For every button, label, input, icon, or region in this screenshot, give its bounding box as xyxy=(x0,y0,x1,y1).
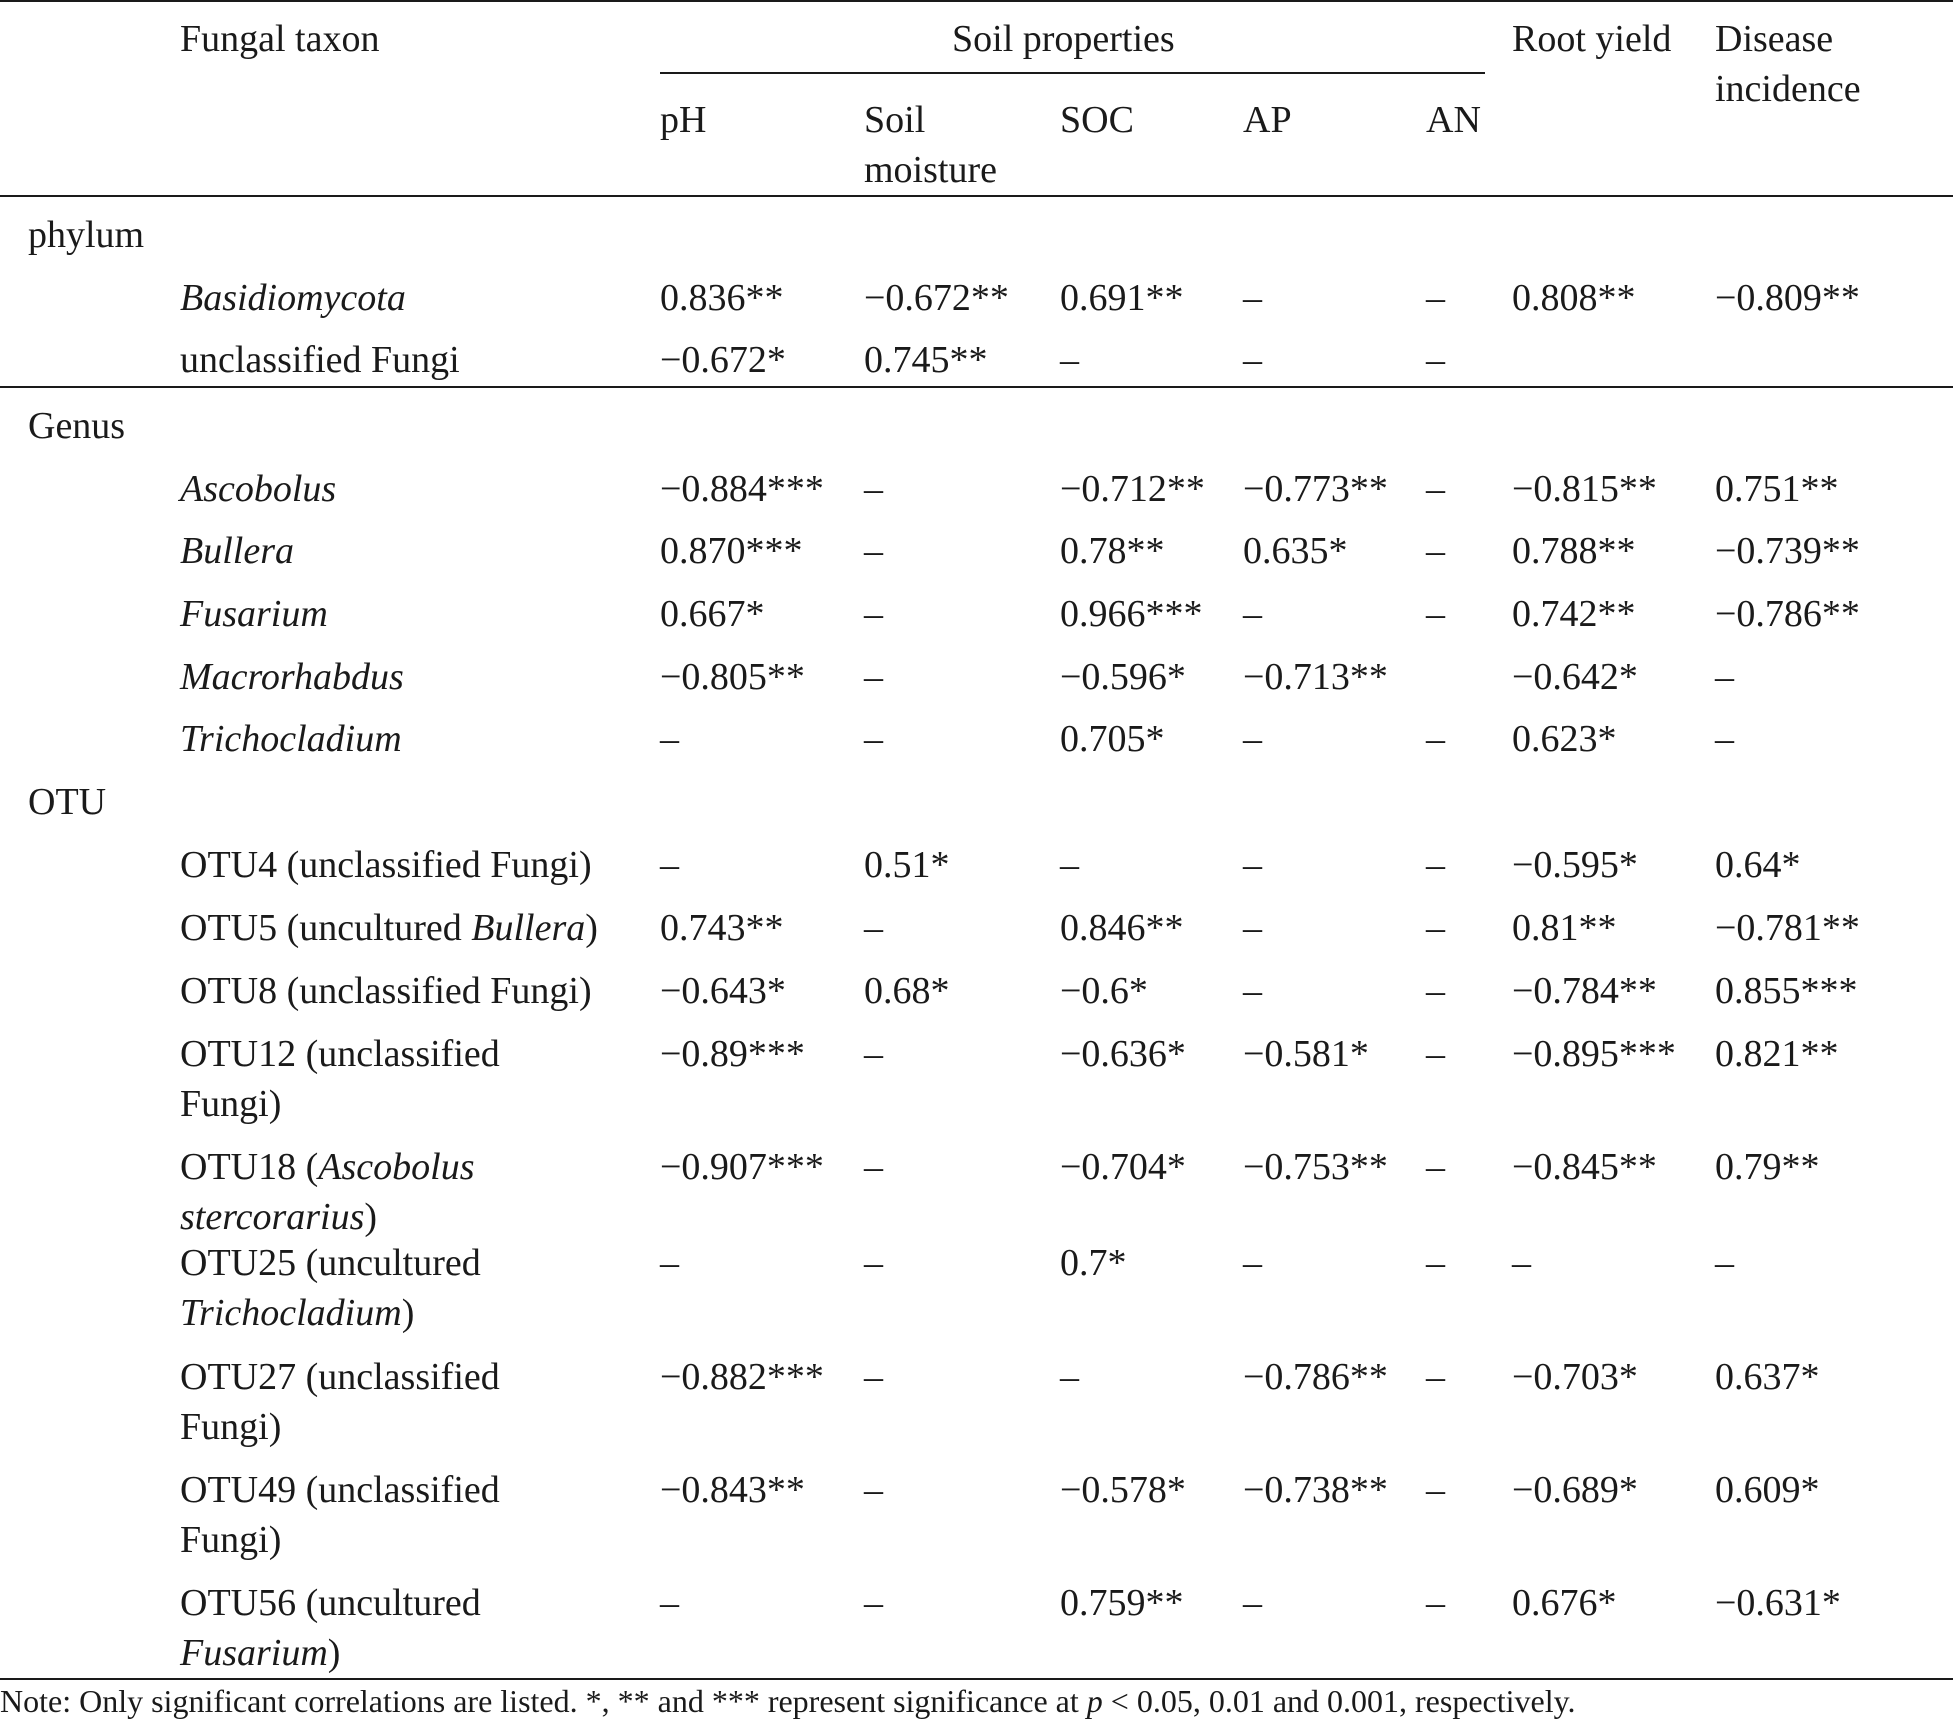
value-soc: −0.704* xyxy=(1060,1146,1186,1188)
phylum-bottom-rule xyxy=(0,386,1953,388)
value-soil-moisture: – xyxy=(864,718,883,760)
taxon-name-line xyxy=(180,903,598,953)
taxon-name-line xyxy=(180,1238,481,1288)
taxon-name-line xyxy=(180,966,592,1016)
value-ap: – xyxy=(1243,844,1262,886)
taxon-name-segment: Ascobolus xyxy=(180,468,337,510)
value-ph: −0.672* xyxy=(660,339,786,381)
value-an: – xyxy=(1426,593,1445,635)
value-ph: −0.843** xyxy=(660,1469,805,1511)
header-disease-incidence-line2: incidence xyxy=(1715,68,1861,110)
value-soc: 0.691** xyxy=(1060,277,1184,319)
value-ap: – xyxy=(1243,277,1262,319)
value-an: – xyxy=(1426,277,1445,319)
taxon-name-segment: OTU49 (unclassified xyxy=(180,1469,500,1511)
value-soil-moisture: – xyxy=(864,907,883,949)
value-disease-incidence: – xyxy=(1715,1242,1734,1284)
value-root-yield: 0.676* xyxy=(1512,1582,1617,1624)
taxon-name-line xyxy=(180,526,294,576)
value-root-yield: −0.703* xyxy=(1512,1356,1638,1398)
value-disease-incidence: 0.609* xyxy=(1715,1469,1820,1511)
value-an: – xyxy=(1426,1356,1445,1398)
value-disease-incidence: −0.631* xyxy=(1715,1582,1841,1624)
value-disease-incidence: – xyxy=(1715,656,1734,698)
value-soil-moisture: −0.672** xyxy=(864,277,1009,319)
value-an: – xyxy=(1426,907,1445,949)
value-an: – xyxy=(1426,468,1445,510)
value-ap: −0.713** xyxy=(1243,656,1388,698)
value-an: – xyxy=(1426,1582,1445,1624)
value-ap: −0.581* xyxy=(1243,1033,1369,1075)
taxon-name-segment: Trichocladium xyxy=(180,1292,402,1334)
taxon-name-segment: Fusarium xyxy=(180,593,328,635)
value-ph: – xyxy=(660,718,679,760)
section-label-phylum: phylum xyxy=(28,214,145,256)
value-soil-moisture: – xyxy=(864,530,883,572)
note-prefix: Note: Only significant correlations are listed. *, ** and *** represent significance at xyxy=(0,1683,1087,1719)
taxon-name-segment: OTU56 (uncultured xyxy=(180,1582,481,1624)
value-ph: 0.743** xyxy=(660,907,784,949)
header-ph: pH xyxy=(660,99,707,141)
value-soil-moisture: 0.745** xyxy=(864,339,988,381)
taxon-name-line xyxy=(180,1402,281,1452)
value-ph: 0.836** xyxy=(660,277,784,319)
taxon-name-line xyxy=(180,652,404,702)
value-root-yield: 0.788** xyxy=(1512,530,1636,572)
soil-properties-rule xyxy=(660,72,1485,74)
header-fungal-taxon: Fungal taxon xyxy=(180,18,380,60)
value-disease-incidence: 0.751** xyxy=(1715,468,1839,510)
header-bottom-rule xyxy=(0,195,1953,197)
value-soil-moisture: – xyxy=(864,1582,883,1624)
taxon-name-segment: Trichocladium xyxy=(180,718,402,760)
value-ph: −0.884*** xyxy=(660,468,824,510)
value-an: – xyxy=(1426,970,1445,1012)
value-disease-incidence: −0.809** xyxy=(1715,277,1860,319)
section-label-otu: OTU xyxy=(28,781,107,823)
value-ph: −0.643* xyxy=(660,970,786,1012)
taxon-name-segment: ) xyxy=(585,907,598,949)
taxon-name-segment: Macrorhabdus xyxy=(180,656,404,698)
value-ap: – xyxy=(1243,339,1262,381)
taxon-name-line xyxy=(180,1288,414,1338)
value-soc: −0.6* xyxy=(1060,970,1148,1012)
value-root-yield: 0.742** xyxy=(1512,593,1636,635)
header-disease-incidence-line1: Disease xyxy=(1715,18,1834,60)
value-disease-incidence: −0.739** xyxy=(1715,530,1860,572)
value-soc: – xyxy=(1060,1356,1079,1398)
taxon-name-line xyxy=(180,464,336,514)
value-soil-moisture: – xyxy=(864,1033,883,1075)
value-an: – xyxy=(1426,1469,1445,1511)
value-soc: −0.596* xyxy=(1060,656,1186,698)
note-suffix: < 0.05, 0.01 and 0.001, respectively. xyxy=(1102,1683,1576,1719)
value-ph: 0.870*** xyxy=(660,530,803,572)
taxon-name-segment: OTU18 ( xyxy=(180,1146,319,1188)
value-an: – xyxy=(1426,530,1445,572)
top-rule xyxy=(0,0,1953,2)
header-soil-properties: Soil properties xyxy=(952,18,1175,60)
section-label-genus: Genus xyxy=(28,405,126,447)
taxon-name-segment: ) xyxy=(327,1632,341,1674)
value-root-yield: 0.81** xyxy=(1512,907,1617,949)
taxon-name-segment: Bullera xyxy=(471,907,586,949)
value-ap: – xyxy=(1243,907,1262,949)
value-an: – xyxy=(1426,718,1445,760)
taxon-name-segment: Basidiomycota xyxy=(180,277,406,319)
taxon-name-line xyxy=(180,1465,500,1515)
taxon-name-segment: OTU5 (uncultured xyxy=(180,907,472,949)
taxon-name-line xyxy=(180,1192,377,1242)
value-disease-incidence: −0.786** xyxy=(1715,593,1860,635)
value-root-yield: −0.815** xyxy=(1512,468,1657,510)
value-ap: 0.635* xyxy=(1243,530,1348,572)
value-disease-incidence: 0.821** xyxy=(1715,1033,1839,1075)
value-ap: – xyxy=(1243,593,1262,635)
value-soil-moisture: – xyxy=(864,593,883,635)
taxon-name-line xyxy=(180,1515,281,1565)
taxon-name-segment: Fungi) xyxy=(180,1083,282,1125)
value-soc: – xyxy=(1060,844,1079,886)
value-an: – xyxy=(1426,1033,1445,1075)
header-soil-moisture-line2: moisture xyxy=(864,149,997,191)
taxon-name-segment: OTU25 (uncultured xyxy=(180,1242,481,1284)
value-ap: −0.786** xyxy=(1243,1356,1388,1398)
value-disease-incidence: 0.64* xyxy=(1715,844,1801,886)
value-an: – xyxy=(1426,339,1445,381)
taxon-name-line xyxy=(180,714,402,764)
taxon-name-segment: Fusarium xyxy=(180,1632,328,1674)
value-root-yield: −0.642* xyxy=(1512,656,1638,698)
value-root-yield: −0.689* xyxy=(1512,1469,1638,1511)
value-ph: 0.667* xyxy=(660,593,765,635)
value-disease-incidence: −0.781** xyxy=(1715,907,1860,949)
value-ap: – xyxy=(1243,970,1262,1012)
taxon-name-segment: OTU4 (unclassified Fungi) xyxy=(180,844,592,886)
value-soil-moisture: – xyxy=(864,1146,883,1188)
taxon-name-line xyxy=(180,273,406,323)
taxon-name-segment: Fungi) xyxy=(180,1519,282,1561)
value-disease-incidence: 0.637* xyxy=(1715,1356,1820,1398)
value-ap: −0.773** xyxy=(1243,468,1388,510)
taxon-name-segment: ) xyxy=(364,1196,378,1238)
value-soc: −0.712** xyxy=(1060,468,1205,510)
value-ph: – xyxy=(660,1582,679,1624)
value-soc: 0.7* xyxy=(1060,1242,1127,1284)
value-root-yield: −0.895*** xyxy=(1512,1033,1676,1075)
value-ph: −0.882*** xyxy=(660,1356,824,1398)
taxon-name-line xyxy=(180,840,592,890)
value-soil-moisture: – xyxy=(864,1469,883,1511)
value-ap: – xyxy=(1243,1582,1262,1624)
value-an: – xyxy=(1426,844,1445,886)
value-an: – xyxy=(1426,1146,1445,1188)
taxon-name-line xyxy=(180,1352,500,1402)
header-ap: AP xyxy=(1243,99,1292,141)
taxon-name-segment: OTU27 (unclassified xyxy=(180,1356,500,1398)
value-soc: −0.578* xyxy=(1060,1469,1186,1511)
value-soc: 0.759** xyxy=(1060,1582,1184,1624)
taxon-name-segment: stercorarius xyxy=(180,1196,365,1238)
taxon-name-line xyxy=(180,1628,340,1678)
taxon-name-line xyxy=(180,1079,281,1129)
value-an: – xyxy=(1426,1242,1445,1284)
value-soc: 0.846** xyxy=(1060,907,1184,949)
header-an: AN xyxy=(1426,99,1481,141)
value-disease-incidence: – xyxy=(1715,718,1734,760)
value-ap: −0.738** xyxy=(1243,1469,1388,1511)
value-ap: – xyxy=(1243,1242,1262,1284)
value-soil-moisture: – xyxy=(864,656,883,698)
value-ph: – xyxy=(660,844,679,886)
header-soc: SOC xyxy=(1060,99,1134,141)
value-soc: – xyxy=(1060,339,1079,381)
value-ap: – xyxy=(1243,718,1262,760)
value-root-yield: −0.595* xyxy=(1512,844,1638,886)
taxon-name-line xyxy=(180,1578,481,1628)
value-ph: −0.805** xyxy=(660,656,805,698)
value-soil-moisture: – xyxy=(864,1242,883,1284)
value-ph: – xyxy=(660,1242,679,1284)
value-disease-incidence: 0.79** xyxy=(1715,1146,1820,1188)
header-soil-moisture-line1: Soil xyxy=(864,99,926,141)
value-disease-incidence: 0.855*** xyxy=(1715,970,1858,1012)
taxon-name-line xyxy=(180,1029,500,1079)
value-soc: 0.78** xyxy=(1060,530,1165,572)
taxon-name-segment: OTU12 (unclassified xyxy=(180,1033,500,1075)
taxon-name-line xyxy=(180,589,328,639)
value-root-yield: – xyxy=(1512,1242,1531,1284)
header-root-yield: Root yield xyxy=(1512,18,1672,60)
table-note xyxy=(0,1679,1576,1723)
value-ph: −0.907*** xyxy=(660,1146,824,1188)
taxon-name-line xyxy=(180,335,460,385)
value-soil-moisture: – xyxy=(864,1356,883,1398)
taxon-name-segment: Ascobolus xyxy=(318,1146,475,1188)
note-p-symbol: p xyxy=(1086,1683,1103,1719)
taxon-name-segment: unclassified Fungi xyxy=(180,339,460,381)
value-soil-moisture: – xyxy=(864,468,883,510)
taxon-name-segment: ) xyxy=(401,1292,415,1334)
value-ph: −0.89*** xyxy=(660,1033,805,1075)
value-soc: −0.636* xyxy=(1060,1033,1186,1075)
taxon-name-line xyxy=(180,1142,474,1192)
value-ap: −0.753** xyxy=(1243,1146,1388,1188)
value-root-yield: −0.845** xyxy=(1512,1146,1657,1188)
value-root-yield: 0.808** xyxy=(1512,277,1636,319)
value-root-yield: −0.784** xyxy=(1512,970,1657,1012)
value-soil-moisture: 0.51* xyxy=(864,844,950,886)
taxon-name-segment: Bullera xyxy=(180,530,294,572)
value-root-yield: 0.623* xyxy=(1512,718,1617,760)
value-soil-moisture: 0.68* xyxy=(864,970,950,1012)
taxon-name-segment: OTU8 (unclassified Fungi) xyxy=(180,970,592,1012)
value-soc: 0.966*** xyxy=(1060,593,1203,635)
taxon-name-segment: Fungi) xyxy=(180,1406,282,1448)
value-soc: 0.705* xyxy=(1060,718,1165,760)
